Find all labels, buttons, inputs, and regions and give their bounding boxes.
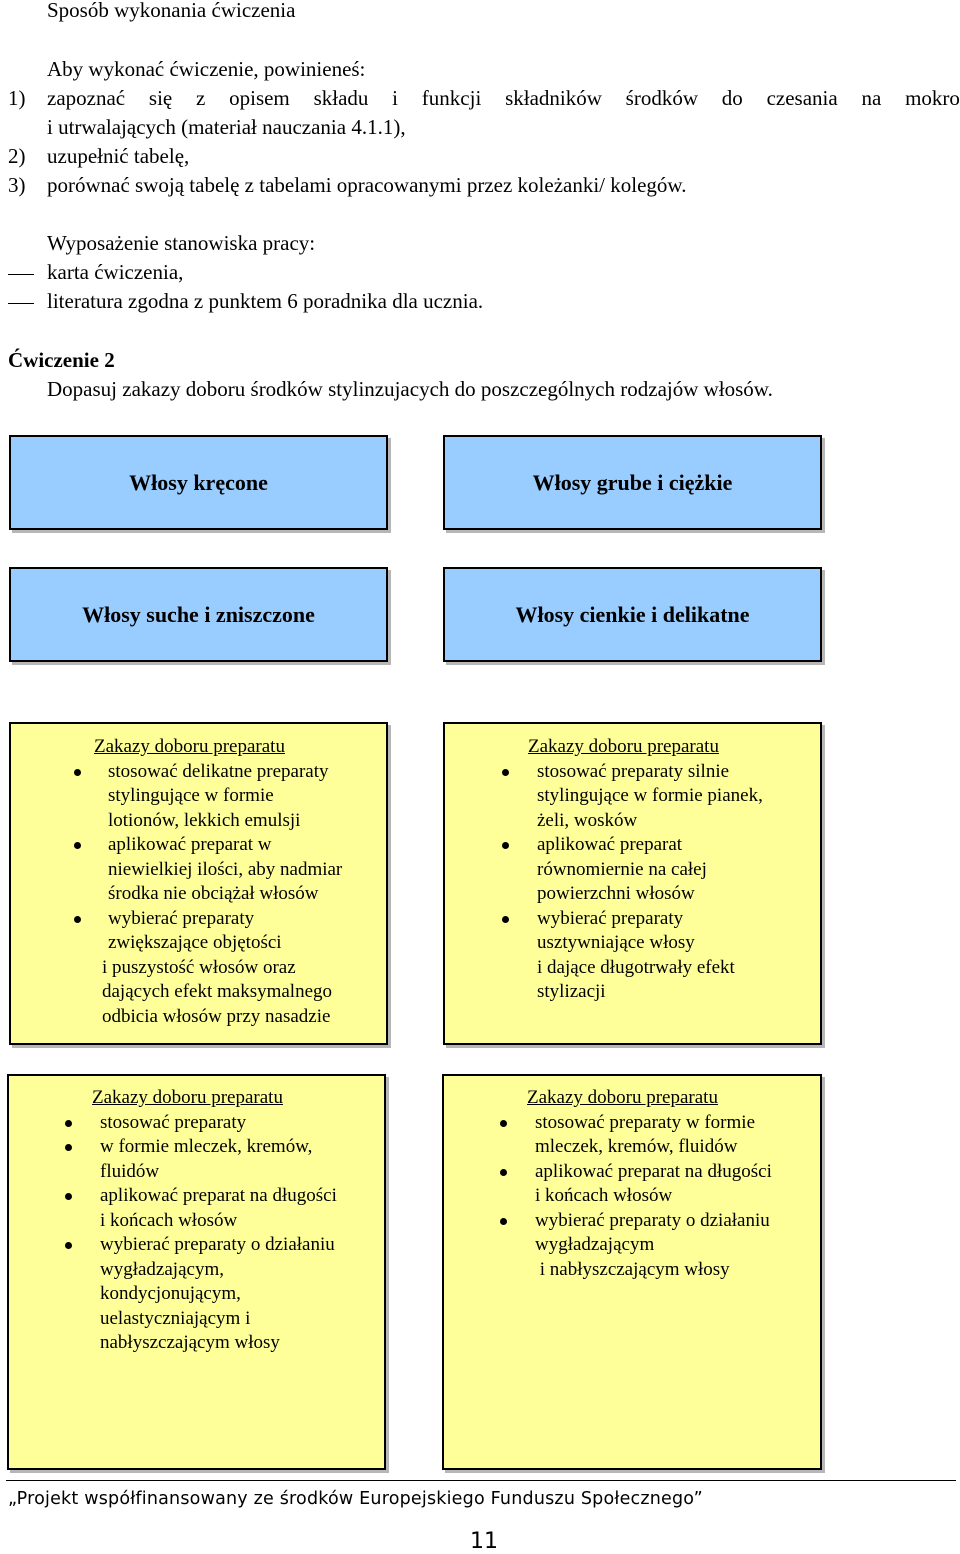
rule-box-line: i puszystość włosów oraz: [102, 956, 296, 978]
rule-box-line: stylingujące w formie: [108, 785, 274, 806]
rule-box-1: [9, 722, 388, 1045]
rule-box-line: aplikować preparat: [537, 834, 683, 855]
bullet-icon: [65, 1193, 72, 1200]
category-box-thin-delicate: Włosy cienkie i delikatne: [443, 567, 822, 662]
category-box-thick-heavy: Włosy grube i ciężkie: [443, 435, 822, 530]
rule-box-4: [442, 1074, 822, 1470]
rule-box-line: uelastyczniającym i: [100, 1307, 251, 1329]
step-1-word: opisem: [229, 86, 290, 110]
bullet-icon: [502, 769, 509, 776]
step-1-word: składników: [505, 86, 602, 110]
step-1-line-2: i utrwalających (materiał nauczania 4.1.1),: [47, 115, 406, 139]
rule-box-line: i końcach włosów: [100, 1209, 238, 1231]
step-1-word: do: [721, 86, 743, 110]
rule-box-line: wygładzającym,: [100, 1258, 224, 1280]
rule-box-line: odbicia włosów przy nasadzie: [102, 1005, 331, 1027]
bullet-icon: [65, 1242, 72, 1249]
rule-box-line: i końcach włosów: [535, 1185, 673, 1206]
exercise-instruction: Dopasuj zakazy doboru środków stylinzujacych do poszczególnych rodzajów włosów.: [47, 377, 773, 401]
footer-text: „Projekt współfinansowany ze środków Europejskiego Funduszu Społecznego”: [8, 1489, 703, 1509]
step-1-word: środków: [625, 86, 699, 110]
dash-icon: [8, 274, 34, 275]
rule-box-line: lotionów, lekkich emulsji: [108, 809, 301, 831]
exercise-title: Ćwiczenie 2: [8, 348, 115, 372]
rule-box-line: stylizacji: [537, 981, 606, 1002]
page-number: 11: [470, 1529, 498, 1554]
rule-box-line: stosować delikatne preparaty: [108, 760, 329, 782]
step-1-word: z: [196, 86, 206, 110]
footer-divider: [6, 1480, 956, 1481]
step-1-word: składu: [313, 86, 369, 110]
bullet-icon: [74, 916, 81, 923]
step-1-number: 1): [8, 86, 26, 110]
bullet-icon: [500, 1169, 507, 1176]
rule-box-title: Zakazy doboru preparatu: [527, 1087, 718, 1108]
rule-box-line: wybierać preparaty o działaniu: [100, 1234, 335, 1255]
method-heading: Sposób wykonania ćwiczenia: [47, 0, 296, 22]
step-2-number: 2): [8, 144, 26, 168]
bullet-icon: [74, 769, 81, 776]
rule-box-line: wybierać preparaty: [537, 907, 684, 929]
rule-box-line: równomiernie na całej: [537, 858, 707, 880]
rule-box-line: wygładzającym: [535, 1234, 655, 1255]
rule-box-line: i dające długotrwały efekt: [537, 956, 735, 978]
rule-box-line: niewielkiej ilości, aby nadmiar: [108, 858, 343, 880]
rule-box-title: Zakazy doboru preparatu: [528, 736, 719, 757]
rule-box-line: fluidów: [100, 1160, 160, 1182]
rule-box-title: Zakazy doboru preparatu: [92, 1087, 283, 1108]
rule-box-line: stosować preparaty: [100, 1111, 247, 1133]
rule-box-2: [443, 722, 822, 1045]
rule-box-line: aplikować preparat na długości: [535, 1160, 772, 1182]
rule-box-line: stylingujące w formie pianek,: [537, 785, 763, 806]
rule-box-line: powierzchni włosów: [537, 883, 695, 904]
rule-box-line: stosować preparaty w formie: [535, 1111, 756, 1133]
step-1-word: zapoznać: [47, 86, 126, 110]
bullet-icon: [74, 842, 81, 849]
category-box-curly: Włosy kręcone: [9, 435, 388, 530]
dash-icon: [8, 303, 34, 304]
rule-box-line: kondycjonującym,: [100, 1283, 241, 1304]
equipment-item-1: karta ćwiczenia,: [47, 260, 184, 284]
bullet-icon: [500, 1120, 507, 1127]
rule-box-line: stosować preparaty silnie: [537, 760, 730, 782]
rule-box-line: żeli, wosków: [537, 809, 638, 831]
step-1-word: na: [861, 86, 882, 110]
step-1-word: mokro: [905, 86, 960, 110]
step-1-line-1: [47, 84, 960, 112]
step-1-word: funkcji: [421, 86, 482, 110]
bullet-icon: [500, 1218, 507, 1225]
rule-box-line: nabłyszczającym włosy: [100, 1332, 280, 1353]
method-intro: Aby wykonać ćwiczenie, powinieneś:: [47, 57, 366, 81]
rule-box-line: usztywniające włosy: [537, 932, 695, 953]
step-3-text: porównać swoją tabelę z tabelami opracowanymi przez koleżanki/ kolegów.: [47, 173, 687, 197]
step-1-word: i: [392, 86, 399, 110]
rule-box-line: dających efekt maksymalnego: [102, 981, 333, 1002]
rule-box-line: w formie mleczek, kremów,: [100, 1136, 313, 1157]
equipment-heading: Wyposażenie stanowiska pracy:: [47, 231, 316, 255]
rule-box-line: środka nie obciążał włosów: [108, 883, 319, 904]
rule-box-line: aplikować preparat w: [108, 834, 272, 855]
rule-box-line: i nabłyszczającym włosy: [535, 1258, 730, 1280]
equipment-item-2: literatura zgodna z punktem 6 poradnika dla ucznia.: [47, 289, 484, 313]
step-3-number: 3): [8, 173, 26, 197]
bullet-icon: [502, 842, 509, 849]
rule-box-line: wybierać preparaty o działaniu: [535, 1209, 770, 1231]
step-1-word: czesania: [766, 86, 838, 110]
bullet-icon: [65, 1120, 72, 1127]
rule-box-title: Zakazy doboru preparatu: [94, 736, 285, 757]
rule-box-line: wybierać preparaty: [108, 907, 255, 929]
rule-box-line: aplikować preparat na długości: [100, 1185, 337, 1206]
bullet-icon: [502, 916, 509, 923]
rule-box-line: mleczek, kremów, fluidów: [535, 1136, 738, 1157]
rule-box-line: zwiększające objętości: [108, 932, 282, 953]
rule-box-3: [7, 1074, 386, 1470]
step-2-text: uzupełnić tabelę,: [47, 144, 190, 168]
category-box-dry-damaged: Włosy suche i zniszczone: [9, 567, 388, 662]
bullet-icon: [65, 1144, 72, 1151]
step-1-word: się: [148, 86, 173, 110]
